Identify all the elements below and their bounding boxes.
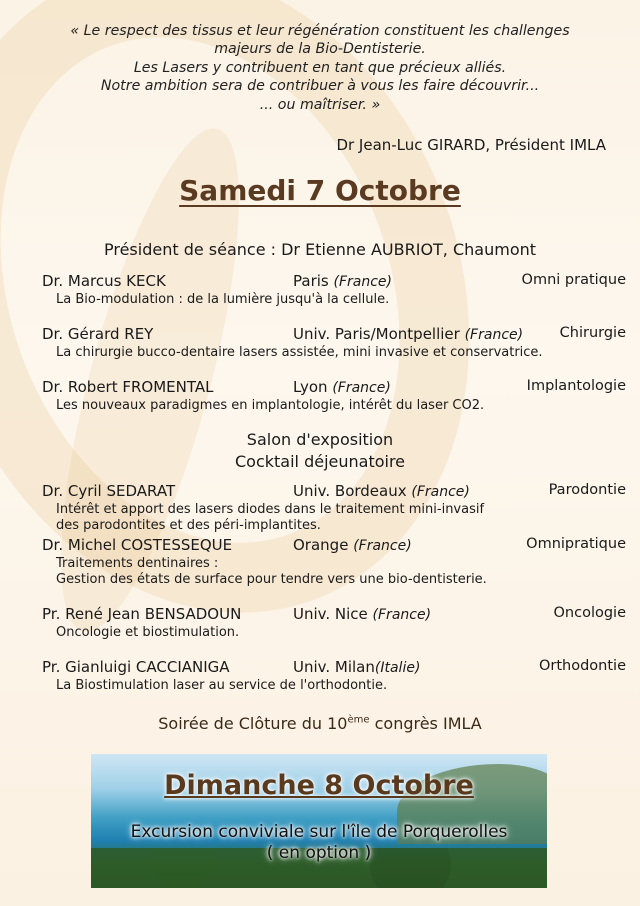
day1-title: Samedi 7 Octobre (179, 174, 461, 207)
specialty: Orthodontie (538, 658, 626, 674)
talk-item (0, 605, 640, 641)
specialty: Omnipratique (526, 536, 626, 552)
speaker-name: Dr. Robert FROMENTAL (42, 378, 214, 396)
speaker-name: Dr. Cyril SEDARAT (42, 482, 176, 500)
excursion-banner (91, 754, 547, 888)
talk-item (0, 658, 640, 694)
talk-item (0, 536, 640, 588)
talk-description: Traitements dentinaires : Gestion des états de surface pour tendre vers une bio-dentisterie. (56, 556, 487, 587)
talk-description: Oncologie et biostimulation. (56, 625, 240, 640)
speaker-name: Pr. René Jean BENSADOUN (42, 605, 242, 623)
quote-line: « Le respect des tissus et leur régénération constituent les challenges (70, 23, 570, 39)
speaker-name: Dr. Michel COSTESSEQUE (42, 536, 233, 554)
talk-description: La chirurgie bucco-dentaire lasers assistée, mini invasive et conservatrice. (56, 345, 543, 360)
signature: Dr Jean-Luc GIRARD, Président IMLA (336, 136, 606, 154)
talk-description: La Bio-modulation : de la lumière jusqu'à la cellule. (56, 292, 390, 307)
excursion-description: Excursion conviviale sur l'île de Porquerolles ( en option ) (130, 822, 508, 863)
intro-quote (0, 22, 640, 114)
talk-item (0, 272, 640, 308)
specialty: Oncologie (553, 605, 626, 621)
break-line: Salon d'exposition (246, 430, 394, 449)
speaker-location: Univ. Milan(Italie) (293, 658, 421, 676)
speaker-location: Univ. Nice (France) (293, 605, 432, 623)
specialty: Implantologie (526, 378, 626, 394)
quote-line: Notre ambition sera de contribuer à vous les faire découvrir... (100, 78, 540, 95)
specialty: Parodontie (548, 482, 626, 498)
quote-line: Les Lasers y contribuent en tant que précieux alliés. (133, 59, 507, 76)
speaker-name: Dr. Marcus KECK (42, 272, 166, 290)
speaker-location: Lyon (France) (293, 378, 391, 396)
speaker-name: Pr. Gianluigi CACCIANIGA (42, 658, 230, 676)
session-chair: Président de séance : Dr Etienne AUBRIOT, Chaumont (103, 240, 537, 259)
break-info (0, 429, 640, 473)
speaker-location: Univ. Paris/Montpellier (France) (293, 325, 524, 343)
talk-item (0, 325, 640, 361)
specialty: Chirurgie (559, 325, 626, 341)
quote-line: ... ou maîtriser. » (259, 96, 381, 113)
speaker-location: Univ. Bordeaux (France) (293, 482, 470, 500)
talk-description: La Biostimulation laser au service de l'orthodontie. (56, 678, 388, 693)
speaker-location: Paris (France) (293, 272, 392, 290)
speaker-location: Orange (France) (293, 536, 412, 554)
speaker-name: Dr. Gérard REY (42, 325, 154, 343)
closing-event: Soirée de Clôture du 10ème congrès IMLA (158, 714, 482, 733)
talk-item (0, 378, 640, 414)
specialty: Omni pratique (521, 272, 626, 288)
talk-description: Les nouveaux paradigmes en implantologie, intérêt du laser CO2. (56, 398, 485, 413)
day2-title: Dimanche 8 Octobre (164, 770, 474, 801)
quote-line: majeurs de la Bio-Dentisterie. (214, 41, 426, 58)
break-line: Cocktail déjeunatoire (234, 452, 406, 471)
talk-item (0, 482, 640, 534)
talk-description: Intérêt et apport des lasers diodes dans le traitement mini-invasif des parodontites et des péri-implantites. (56, 502, 485, 533)
